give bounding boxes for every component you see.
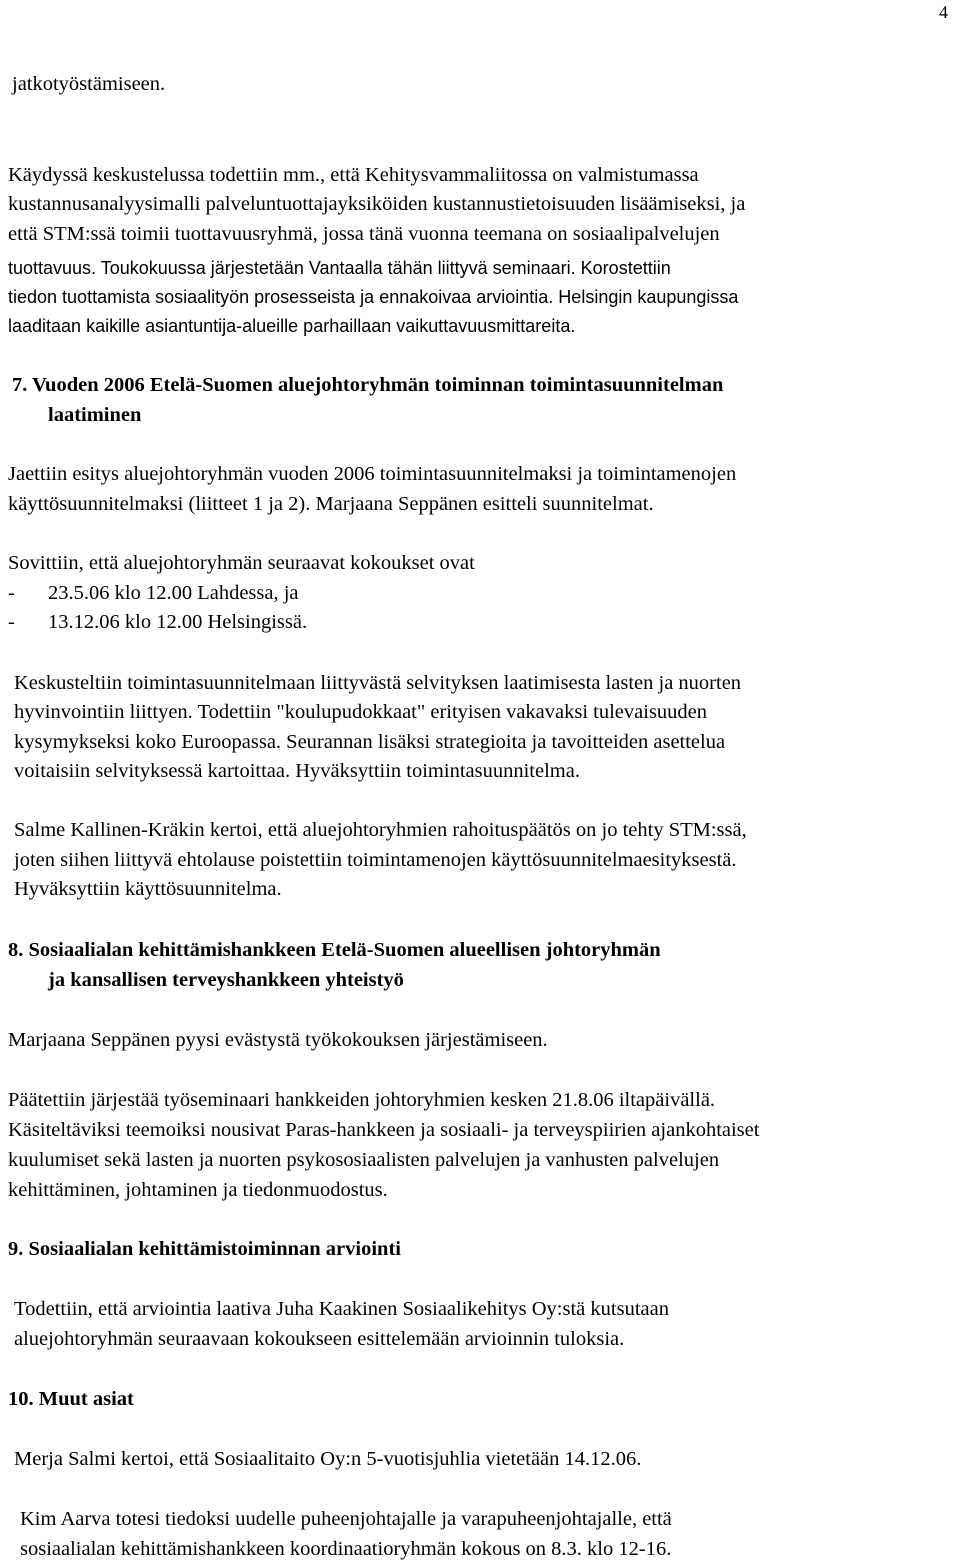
section-10-heading: 10. Muut asiat <box>8 1388 134 1410</box>
page-number: 4 <box>939 2 948 22</box>
section-7-paragraph: Jaettiin esitys aluejohtoryhmän vuoden 2006 toimintasuunnitelmaksi ja toimintamenojen <box>8 463 737 485</box>
section-8-heading-cont: ja kansallisen terveyshankkeen yhteistyö <box>48 969 404 991</box>
meeting-text: 13.12.06 klo 12.00 Helsingissä. <box>48 611 308 633</box>
section-10-paragraph: Kim Aarva totesi tiedoksi uudelle puheenjohtajalle ja varapuheenjohtajalle, että <box>20 1508 672 1530</box>
section-7-paragraph: Salme Kallinen-Kräkin kertoi, että aluejohtoryhmien rahoituspäätös on jo tehty STM:ssä, <box>14 819 747 841</box>
section-8-paragraph: Päätettiin järjestää työseminaari hankkeiden johtoryhmien kesken 21.8.06 iltapäivällä. <box>8 1089 716 1111</box>
section-9-heading: 9. Sosiaalialan kehittämistoiminnan arviointi <box>8 1238 401 1260</box>
section-8-paragraph: kehittäminen, johtaminen ja tiedonmuodostus. <box>8 1179 388 1201</box>
section-10-paragraph: Merja Salmi kertoi, että Sosiaalitaito Oy:n 5-vuotisjuhlia vietetään 14.12.06. <box>14 1448 642 1470</box>
section-8-paragraph: Marjaana Seppänen pyysi evästystä työkokouksen järjestämiseen. <box>8 1029 548 1051</box>
section-7-heading-cont: laatiminen <box>48 404 142 426</box>
meeting-list-item <box>8 610 307 634</box>
section-7-paragraph: joten siihen liittyvä ehtolause poistettiin toimintamenojen käyttösuunnitelmaesityksestä. <box>14 849 737 871</box>
section-8-paragraph: kuulumiset sekä lasten ja nuorten psykososiaalisten palvelujen ja vanhusten palvelujen <box>8 1149 720 1171</box>
section-7-heading: 7. Vuoden 2006 Etelä-Suomen aluejohtoryhmän toiminnan toimintasuunnitelman <box>12 374 724 396</box>
section-7-paragraph: hyvinvointiin liittyen. Todettiin "koulupudokkaat" erityisen vakavaksi tulevaisuuden <box>14 701 708 723</box>
section-7-paragraph: Sovittiin, että aluejohtoryhmän seuraavat kokoukset ovat <box>8 552 475 574</box>
intro-continuation: jatkotyöstämiseen. <box>12 73 166 95</box>
discussion-line: kustannusanalyysimalli palveluntuottajayksiköiden kustannustietoisuuden lisäämiseksi, ja <box>8 193 746 215</box>
section-8-heading: 8. Sosiaalialan kehittämishankkeen Etelä-Suomen alueellisen johtoryhmän <box>8 939 661 961</box>
section-7-paragraph: kysymykseksi koko Euroopassa. Seurannan lisäksi strategioita ja tavoitteiden asettelua <box>14 731 726 753</box>
section-9-paragraph: aluejohtoryhmän seuraavaan kokoukseen esittelemään arvioinnin tuloksia. <box>14 1328 625 1350</box>
section-7-paragraph: Keskusteltiin toimintasuunnitelmaan liittyvästä selvityksen laatimisesta lasten ja nuorten <box>14 672 742 694</box>
discussion-line: tuottavuus. Toukokuussa järjestetään Vantaalla tähän liittyvä seminaari. Korostettiin <box>8 258 671 278</box>
section-7-paragraph: käyttösuunnitelmaksi (liitteet 1 ja 2). Marjaana Seppänen esitteli suunnitelmat. <box>8 493 654 515</box>
list-dash: - <box>8 611 15 633</box>
section-9-paragraph: Todettiin, että arviointia laativa Juha Kaakinen Sosiaalikehitys Oy:stä kutsutaan <box>14 1298 669 1320</box>
section-8-paragraph: Käsiteltäviksi teemoiksi nousivat Paras-hankkeen ja sosiaali- ja terveyspiirien ajankohtaiset <box>8 1119 760 1141</box>
list-dash: - <box>8 582 15 604</box>
discussion-line: että STM:ssä toimii tuottavuusryhmä, jossa tänä vuonna teemana on sosiaalipalvelujen <box>8 223 720 245</box>
section-7-paragraph: voitaisiin selvityksessä kartoittaa. Hyväksyttiin toimintasuunnitelma. <box>14 760 580 782</box>
meeting-text: 23.5.06 klo 12.00 Lahdessa, ja <box>48 582 299 604</box>
meeting-list-item <box>8 581 299 605</box>
discussion-line: Käydyssä keskustelussa todettiin mm., että Kehitysvammaliitossa on valmistumassa <box>8 164 699 186</box>
discussion-line: tiedon tuottamista sosiaalityön prosesseista ja ennakoivaa arviointia. Helsingin kaupungissa <box>8 287 739 307</box>
section-7-paragraph: Hyväksyttiin käyttösuunnitelma. <box>14 878 282 900</box>
section-10-paragraph: sosiaalialan kehittämishankkeen koordinaatioryhmän kokous on 8.3. klo 12-16. <box>20 1538 672 1560</box>
discussion-line: laaditaan kaikille asiantuntija-alueille parhaillaan vaikuttavuusmittareita. <box>8 316 576 336</box>
